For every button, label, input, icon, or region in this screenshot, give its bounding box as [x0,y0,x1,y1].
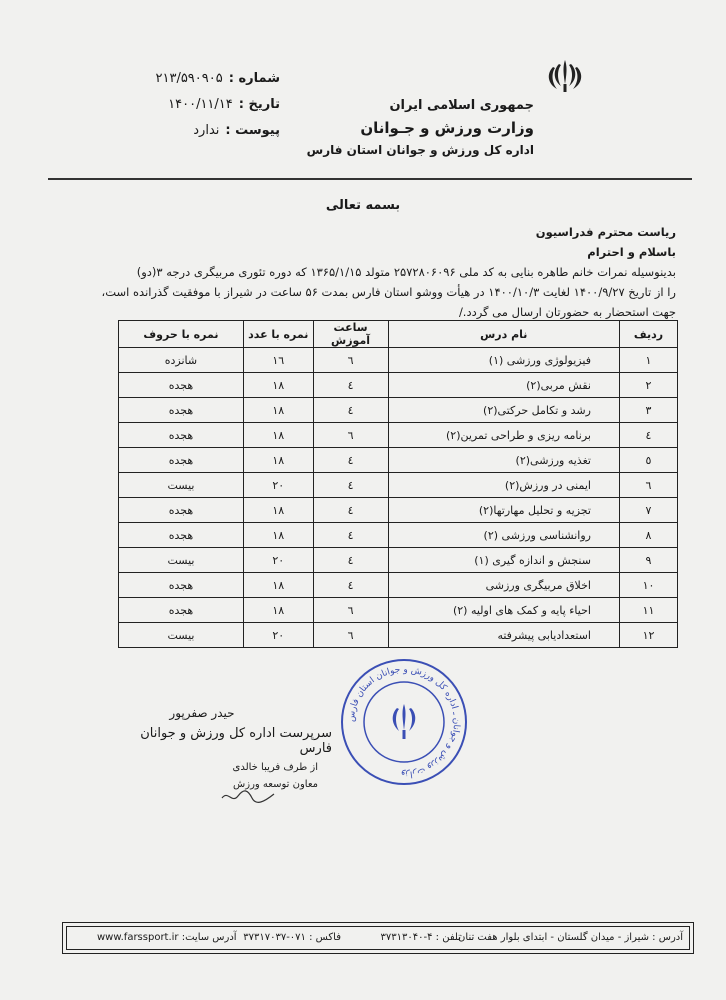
cell-index: ٥ [619,448,677,473]
letter-footer [62,922,694,954]
cell-grade-words: بیست [119,623,244,648]
cell-course: اخلاق مربیگری ورزشی [388,573,619,598]
cell-course: تجزیه و تحلیل مهارتها(۲) [388,498,619,523]
org-line-ministry: وزارت ورزش و جـوانان [360,119,534,137]
cell-grade-words: هجده [119,573,244,598]
cell-course: احیاء پایه و کمک های اولیه (۲) [388,598,619,623]
cell-grade-words: هجده [119,398,244,423]
cell-hours: ٤ [313,498,388,523]
cell-course: ایمنی در ورزش(۲) [388,473,619,498]
cell-hours: ٦ [313,348,388,373]
organization-header [294,98,534,157]
table-row [119,373,678,398]
cell-hours: ٦ [313,598,388,623]
table-row [119,523,678,548]
table-row [119,473,678,498]
cell-index: ٦ [619,473,677,498]
cell-hours: ٤ [313,473,388,498]
cell-grade-number: ۱۸ [243,598,313,623]
cell-index: ۳ [619,398,677,423]
cell-grade-words: هجده [119,448,244,473]
cell-grade-number: ۱۸ [243,498,313,523]
letter-body-line: را از تاریخ ۱۴۰۰/۹/۲۷ لغایت ۱۴۰۰/۱۰/۳ در هیأت ووشو استان فارس بمدت ۵۶ ساعت در شیراز با موفقیت گذرانده است، [101,285,676,299]
org-line-department: اداره کل ورزش و جوانان استان فارس [306,143,534,157]
table-row [119,398,678,423]
table-row [119,598,678,623]
cell-grade-number: ۲۰ [243,473,313,498]
footer-phone: تلفن : ۴-۳۷۳۱۳۰۴۰ [380,932,461,943]
on-behalf-of: از طرف فریبا خالدی [232,762,318,773]
cell-grade-number: ۱٦ [243,348,313,373]
cell-hours: ٤ [313,573,388,598]
cell-hours: ٤ [313,548,388,573]
cell-grade-words: هجده [119,598,244,623]
col-header-hours: ساعت آموزش [313,321,388,348]
cell-index: ۸ [619,523,677,548]
handwritten-signature [218,786,278,806]
signer-title: سرپرست اداره کل ورزش و جوانان فارس [140,726,332,756]
cell-index: ۱۱ [619,598,677,623]
cell-course: روانشناسی ورزشی (۲) [388,523,619,548]
cell-grade-words: بیست [119,473,244,498]
cell-grade-words: هجده [119,498,244,523]
cell-hours: ٦ [313,423,388,448]
stamp-text: وزارت ورزش و جوانان ـ اداره کل ورزش و جوانان استان فارس [346,664,462,780]
letter-addressee: ریاست محترم فدراسیون [535,225,676,239]
letter-opening: بسمه تعالی [325,198,401,213]
cell-grade-number: ۱۸ [243,423,313,448]
table-row [119,548,678,573]
cell-grade-words: بیست [119,548,244,573]
cell-index: ۱ [619,348,677,373]
official-stamp [338,656,470,788]
header-divider [48,178,692,180]
signer-name: حیدر صفرپور [169,706,235,720]
cell-grade-number: ۱۸ [243,523,313,548]
footer-website[interactable]: آدرس سایت: www.farssport.ir [97,932,237,943]
cell-index: ۷ [619,498,677,523]
col-header-grade-number: نمره با عدد [243,321,313,348]
table-row [119,573,678,598]
letter-meta [120,66,280,144]
table-row [119,348,678,373]
letter-date: تاریخ :۱۴۰۰/۱۱/۱۴ [168,97,280,112]
cell-grade-number: ۱۸ [243,373,313,398]
cell-course: تغذیه ورزشی(۲) [388,448,619,473]
iran-emblem-icon [544,58,586,94]
letter-body-line: بدینوسیله نمرات خانم طاهره بنایی به کد ملی ۲۵۷۲۸۰۶۰۹۶ متولد ۱۳۶۵/۱/۱۵ که دوره تئوری مربیگری درجه ۳(دو) [136,265,676,279]
stamp-emblem-icon [393,704,416,739]
col-header-course: نام درس [388,321,619,348]
cell-grade-number: ۲۰ [243,548,313,573]
signature-block [112,706,332,790]
col-header-index: ردیف [619,321,677,348]
table-header-row [119,321,678,348]
col-header-grade-words: نمره با حروف [119,321,244,348]
cell-grade-words: هجده [119,373,244,398]
cell-course: سنجش و اندازه گیری (۱) [388,548,619,573]
letter-body [36,222,676,322]
cell-grade-number: ۱۸ [243,448,313,473]
cell-grade-words: هجده [119,423,244,448]
letter-greeting: باسلام و احترام [587,245,676,259]
cell-grade-number: ۱۸ [243,573,313,598]
deputy-title: معاون توسعه ورزش [233,779,318,790]
letter-body-line: جهت استحضار به حضورتان ارسال می گردد./ [458,305,676,319]
letter-attachment: پیوست :ندارد [193,123,280,138]
cell-grade-number: ۲۰ [243,623,313,648]
cell-course: رشد و تکامل حرکتی(۲) [388,398,619,423]
cell-hours: ٤ [313,523,388,548]
cell-index: ۹ [619,548,677,573]
cell-grade-number: ۱۸ [243,398,313,423]
table-row [119,623,678,648]
cell-index: ٤ [619,423,677,448]
cell-course: نقش مربی(۲) [388,373,619,398]
cell-index: ۱۲ [619,623,677,648]
cell-hours: ٤ [313,448,388,473]
cell-grade-words: شانزده [119,348,244,373]
cell-course: استعدادیابی پیشرفته [388,623,619,648]
cell-index: ۱۰ [619,573,677,598]
grades-table [118,320,678,648]
cell-course: فیزیولوژی ورزشی (۱) [388,348,619,373]
cell-hours: ٤ [313,373,388,398]
table-row [119,423,678,448]
cell-course: برنامه ریزی و طراحی تمرین(۲) [388,423,619,448]
footer-fax: فاکس : ۰۷۱-۳۷۳۱۷۰۳۷ [243,932,341,943]
table-row [119,448,678,473]
cell-hours: ٤ [313,398,388,423]
letter-number: شماره :۲۱۳/۵۹۰۹۰۵ [155,71,280,86]
cell-index: ۲ [619,373,677,398]
cell-grade-words: هجده [119,523,244,548]
table-row [119,498,678,523]
footer-address: آدرس : شیراز - میدان گلستان - ابتدای بلوار هفت تنان [458,932,683,943]
org-line-republic: جمهوری اسلامی ایران [389,98,534,113]
cell-hours: ٦ [313,623,388,648]
